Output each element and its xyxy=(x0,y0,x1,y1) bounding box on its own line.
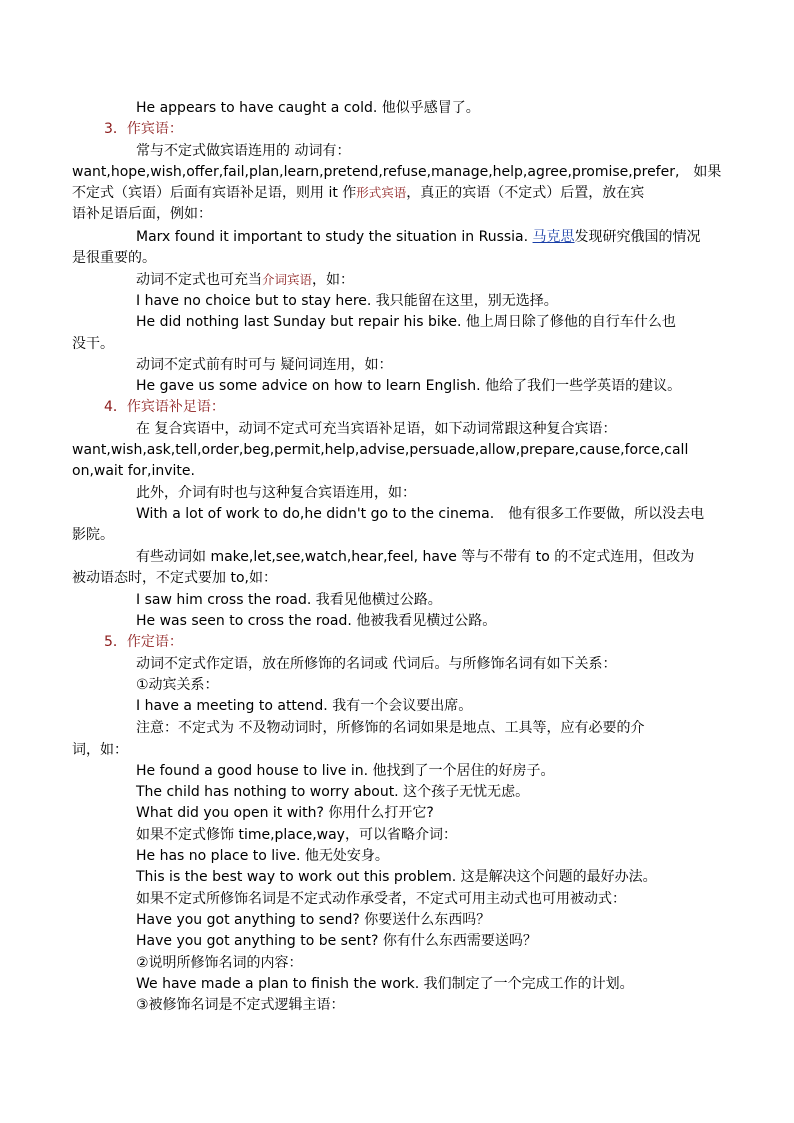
text-span: Marx found it important to study the situation in Russia. xyxy=(136,229,533,245)
term-prep-object: 介词宾语 xyxy=(262,272,313,287)
section-heading-5: 5．作定语： xyxy=(104,634,183,650)
paragraph-line: 此外，介词有时也与这种复合宾语连用，如： xyxy=(136,485,416,501)
example-sentence: Have you got anything to send? 你要送什么东西吗？ xyxy=(136,912,491,928)
text-span: 动词不定式也可充当 xyxy=(136,272,262,288)
paragraph-line: 被动语态时，不定式要加 to,如： xyxy=(72,570,277,586)
paragraph-line: 注意：不定式为 不及物动词时，所修饰的名词如果是地点、工具等，应有必要的介 xyxy=(136,720,645,736)
text-span: 不定式（宾语）后面有宾语补足语，则用 it 作 xyxy=(72,185,357,201)
example-sentence: I have no choice but to stay here. 我只能留在这里，别无选择。 xyxy=(136,293,558,309)
example-sentence: This is the best way to work out this problem. 这是解决这个问题的最好办法。 xyxy=(136,869,657,885)
text-span: 发现研究俄国的情况 xyxy=(574,229,701,245)
term-formal-object: 形式宾语 xyxy=(356,185,407,200)
example-sentence: The child has nothing to worry about. 这个孩子无忧无虑。 xyxy=(136,784,530,800)
example-sentence: I saw him cross the road. 我看见他横过公路。 xyxy=(136,592,442,608)
example-sentence: He gave us some advice on how to learn English. 他给了我们一些学英语的建议。 xyxy=(136,378,682,394)
example-sentence xyxy=(136,227,724,248)
paragraph-line: want,wish,ask,tell,order,beg,permit,help,advise,persuade,allow,prepare,cause,force,call xyxy=(72,442,689,458)
paragraph-line: 动词不定式前有时可与 疑问词连用，如： xyxy=(136,357,393,373)
paragraph-line: 没干。 xyxy=(72,336,114,352)
example-sentence: He appears to have caught a cold. 他似乎感冒了。 xyxy=(136,100,480,116)
paragraph-line: 在 复合宾语中，动词不定式可充当宾语补足语，如下动词常跟这种复合宾语： xyxy=(136,421,617,437)
paragraph-line: 影院。 xyxy=(72,527,114,543)
paragraph-line: 语补足语后面，例如： xyxy=(72,206,212,222)
section-heading-4: 4．作宾语补足语： xyxy=(104,399,225,415)
paragraph-line xyxy=(72,183,724,204)
example-sentence: He found a good house to live in. 他找到了一个居住的好房子。 xyxy=(136,763,555,779)
example-sentence: He has no place to live. 他无处安身。 xyxy=(136,848,389,864)
example-sentence: We have made a plan to finish the work. 我们制定了一个完成工作的计划。 xyxy=(136,976,634,992)
section-heading-3: 3．作宾语： xyxy=(104,121,183,137)
subheading: ②说明所修饰名词的内容： xyxy=(136,955,303,971)
paragraph-line: 是很重要的。 xyxy=(72,250,156,266)
paragraph-line: 有些动词如 make,let,see,watch,hear,feel, have 等与不带有 to 的不定式连用，但改为 xyxy=(136,549,695,565)
paragraph-line: want,hope,wish,offer,fail,plan,learn,pretend,refuse,manage,help,agree,promise,prefer, 如果 xyxy=(72,164,722,180)
example-sentence: He did nothing last Sunday but repair his bike. 他上周日除了修他的自行车什么也 xyxy=(136,314,676,330)
example-sentence: I have a meeting to attend. 我有一个会议要出席。 xyxy=(136,698,473,714)
paragraph-line: 如果不定式所修饰名词是不定式动作承受者，不定式可用主动式也可用被动式： xyxy=(136,891,626,907)
paragraph-line: 词，如： xyxy=(72,742,128,758)
example-sentence: He was seen to cross the road. 他被我看见横过公路。 xyxy=(136,613,497,629)
paragraph-line xyxy=(136,270,724,291)
text-span: ，如： xyxy=(312,272,355,288)
example-sentence: What did you open it with? 你用什么打开它? xyxy=(136,805,434,821)
paragraph-line: 动词不定式作定语，放在所修饰的名词或 代词后。与所修饰名词有如下关系： xyxy=(136,656,617,672)
text-span: ，真正的宾语（不定式）后置，放在宾 xyxy=(406,185,645,201)
paragraph-line: 常与不定式做宾语连用的 动词有： xyxy=(136,143,351,159)
paragraph-line: 如果不定式修饰 time,place,way，可以省略介词： xyxy=(136,827,457,843)
example-sentence: With a lot of work to do,he didn't go to the cinema. 他有很多工作要做，所以没去电 xyxy=(136,506,705,522)
paragraph-line: on,wait for,invite. xyxy=(72,463,195,479)
subheading: ①动宾关系： xyxy=(136,677,219,693)
subheading: ③被修饰名词是不定式逻辑主语： xyxy=(136,997,345,1013)
example-sentence: Have you got anything to be sent? 你有什么东西需要送吗？ xyxy=(136,933,537,949)
marx-link[interactable]: 马克思 xyxy=(532,229,575,245)
